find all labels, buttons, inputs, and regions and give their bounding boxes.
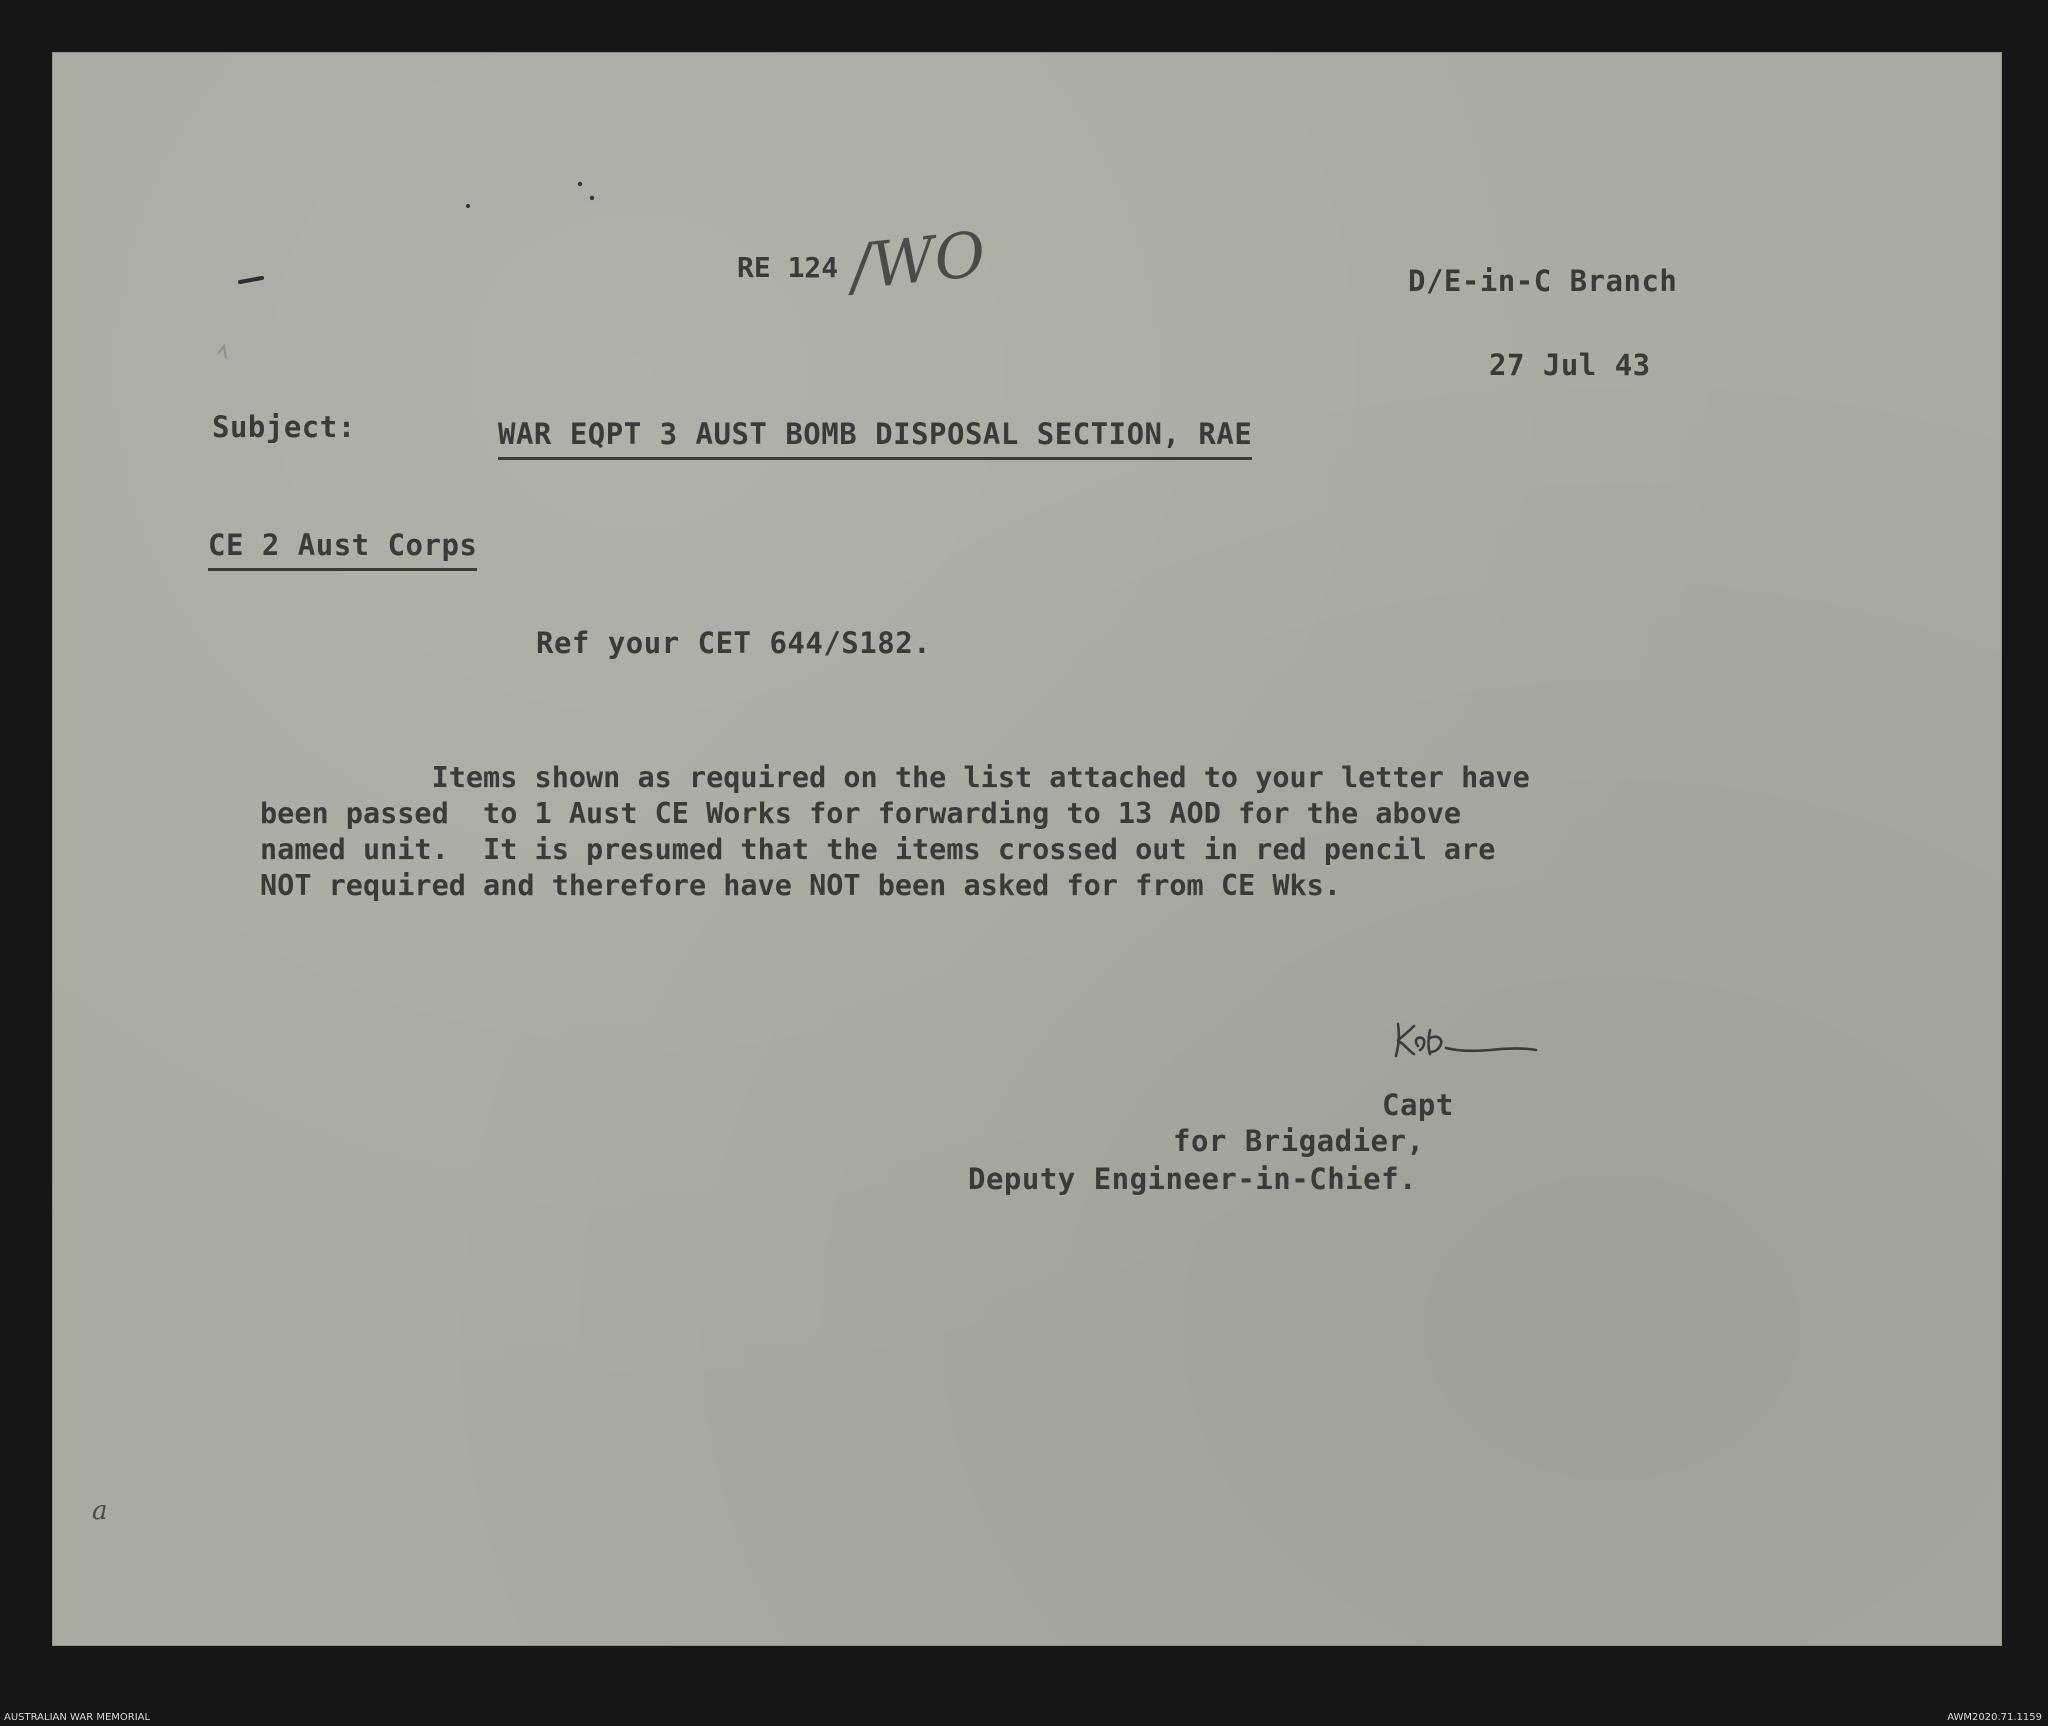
signatory-for-line: for Brigadier, <box>1173 1124 1425 1158</box>
footer-right: AWM2020.71.1159 <box>1947 1712 2042 1723</box>
stray-marks <box>182 122 622 362</box>
stray-dash <box>240 278 262 282</box>
reference-number <box>737 217 990 304</box>
reference-line: Ref your CET 644/S182. <box>536 626 932 660</box>
branch-name: D/E-in-C Branch <box>1408 264 1678 298</box>
subject-label: Subject: <box>212 410 356 444</box>
document-sheet <box>52 52 2002 1646</box>
reference-typed: RE 124 <box>737 251 839 284</box>
body-line-1: Items shown as required on the list attached to your letter have <box>260 761 1530 794</box>
body-paragraph <box>260 760 1800 904</box>
signatory-title: Deputy Engineer-in-Chief. <box>968 1162 1417 1196</box>
signatory-rank: Capt <box>1382 1088 1454 1122</box>
subject-line: WAR EQPT 3 AUST BOMB DISPOSAL SECTION, RAE <box>498 417 1252 460</box>
footer-left: AUSTRALIAN WAR MEMORIAL <box>4 1712 151 1723</box>
addressee: CE 2 Aust Corps <box>208 528 477 571</box>
body-line-2: been passed to 1 Aust CE Works for forwarding to 13 AOD for the above <box>260 797 1462 830</box>
body-line-3: named unit. It is presumed that the items crossed out in red pencil are <box>260 833 1496 866</box>
margin-mark: a <box>92 1496 108 1526</box>
reference-handwritten: /WO <box>846 217 990 304</box>
body-line-4: NOT required and therefore have NOT been asked for from CE Wks. <box>260 869 1341 902</box>
stray-dot-1 <box>578 182 582 186</box>
stray-smudge <box>218 346 226 358</box>
stray-dot-2 <box>590 196 594 200</box>
stray-dot-3 <box>466 204 470 208</box>
document-date: 27 Jul 43 <box>1489 348 1651 382</box>
handwritten-signature <box>1390 1004 1550 1074</box>
